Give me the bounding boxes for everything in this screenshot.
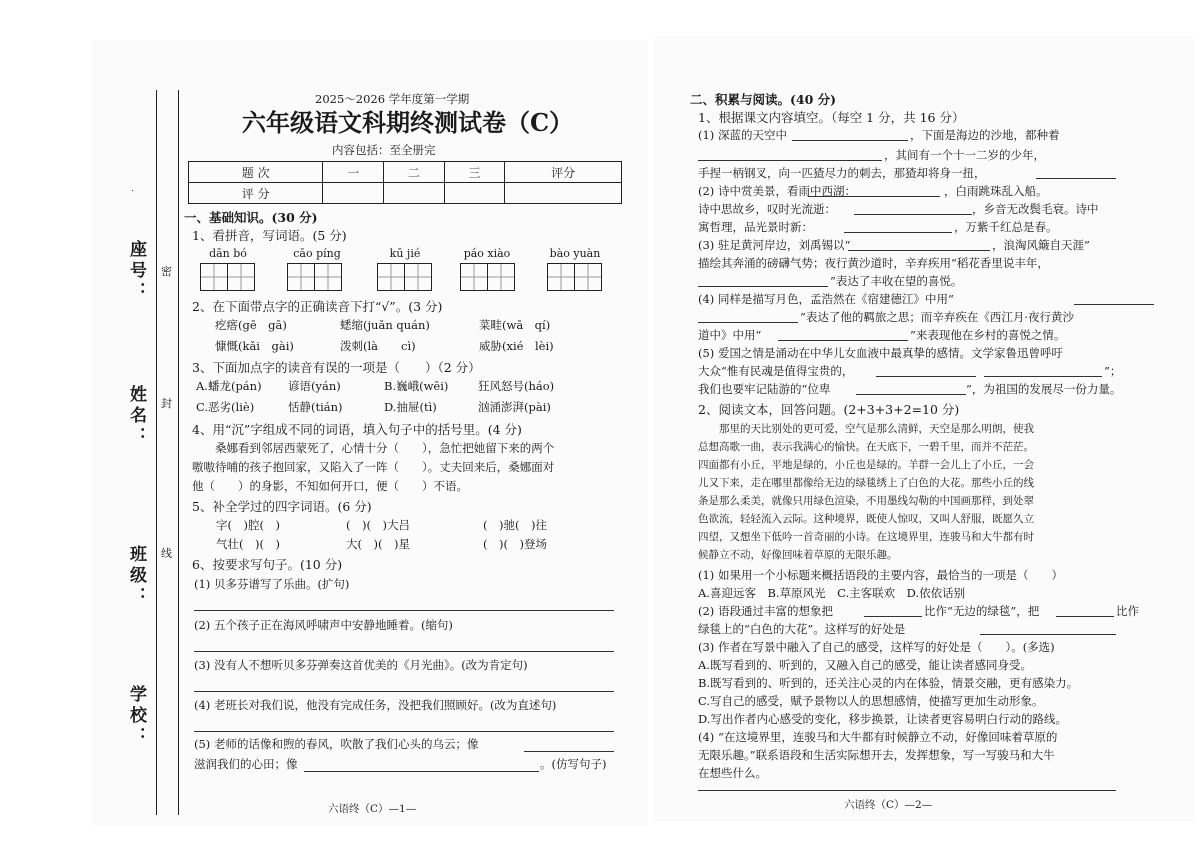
answer-line[interactable] <box>698 790 1116 791</box>
passage-line: 条是那么柔美，就像只用绿色渲染，不用墨线勾勒的中国画那样，到处翠 <box>698 495 1034 507</box>
q3-option: 狂风怒号(háo) <box>478 379 555 393</box>
q5-item[interactable]: 大( )( )星 <box>346 537 410 551</box>
answer-line[interactable] <box>876 376 976 377</box>
answer-line[interactable] <box>1074 304 1154 305</box>
answer-line[interactable] <box>698 286 828 287</box>
answer-line[interactable] <box>1056 616 1114 617</box>
pinyin-label: kū jié <box>389 247 421 260</box>
pinyin-label: bào yuàn <box>549 247 601 260</box>
fill-text: ”表达了丰收在望的喜悦。 <box>830 274 963 288</box>
binding-line-inner <box>178 90 179 815</box>
page-footer: 六语终（C）—2— <box>844 799 933 811</box>
pinyin-label: cāo píng <box>293 247 341 260</box>
q3-option[interactable]: A.蟠龙(pán) <box>196 379 262 393</box>
q4-text: 嗷嗷待哺的孩子抱回家，又陷入了一阵（ ）。丈夫回来后，桑娜面对 <box>192 460 555 474</box>
fill-text: 描绘其奔涌的磅礴气势；夜行黄沙道时，辛弃疾用“稻花香里说丰年， <box>698 256 1049 270</box>
q6-item: (2) 五个孩子正在海风呼啸声中安静地睡着。(缩句) <box>194 618 453 632</box>
section-1-heading: 一、基础知识。(30 分) <box>184 210 318 225</box>
score-cell: 评 分 <box>189 183 323 204</box>
fill-text: ”表达了他的羁旅之思；而辛弃疾在《西江月·夜行黄沙 <box>800 310 1075 324</box>
answer-line[interactable] <box>844 232 952 233</box>
q2-item[interactable]: 蟋缩(juǎn quán) <box>340 318 430 332</box>
fill-text: ，白雨跳珠乱入船。 <box>944 184 1048 198</box>
fill-text: 我们也要牢记陆游的“位卑 <box>698 382 831 396</box>
fill-text: 诗中思故乡，叹时光流逝： <box>698 202 836 216</box>
fill-text: ”，为祖国的发展尽一份力量。 <box>966 382 1122 396</box>
q5-item[interactable]: ( )驰( )往 <box>483 518 547 532</box>
q2-prompt: 2、在下面带点字的正确读音下打“√”。(3 分) <box>192 299 443 314</box>
fill-text: 道中》中用“ <box>698 328 762 342</box>
score-cell: 题 次 <box>189 162 323 183</box>
q2-item[interactable]: 慷慨(kǎi gài) <box>215 339 294 353</box>
writing-grid-4[interactable] <box>460 263 514 291</box>
seal-char-xian: 线 <box>161 547 172 560</box>
reading-question: (4) “在这境界里，连骏马和大牛都有时候静立不动，好像回味着草原的 <box>698 730 1058 744</box>
reading-question: 绿毯上的“白色的大花”。这样写的好处是 <box>698 622 906 636</box>
answer-line[interactable] <box>1036 178 1116 179</box>
score-cell: 二 <box>384 162 445 183</box>
q3-option: 谚语(yán) <box>288 379 341 393</box>
answer-line[interactable] <box>698 160 882 161</box>
answer-line[interactable] <box>194 731 614 732</box>
reading-question: (1) 如果用一个小标题来概括语段的主要内容，最恰当的一项是（ ） <box>698 568 1063 582</box>
fill-text: ”； <box>1104 364 1122 378</box>
passage-line: 那里的天比别处的更可爱，空气是那么清鲜，天空是那么明朗，使我 <box>698 423 1034 435</box>
answer-line[interactable] <box>778 340 908 341</box>
q3-option: 汹涌澎湃(pài) <box>478 400 551 414</box>
q4-prompt: 4、用“沉”字组成不同的词语，填入句子中的括号里。(4 分) <box>192 422 522 437</box>
answer-line[interactable] <box>854 214 972 215</box>
exam-page-left <box>92 40 648 825</box>
q3-option[interactable]: C.恶劣(liè) <box>196 400 255 414</box>
exam-title: 六年级语文科期终测试卷（C） <box>242 108 574 137</box>
pinyin-label: dān bó <box>209 247 247 260</box>
q1-prompt: 1、看拼音，写词语。(5 分) <box>192 228 347 243</box>
passage-line: 儿又下来，走在哪里都像给无边的绿毯绣上了白色的大花。那些小丘的线 <box>698 477 1034 489</box>
fill-text: ，浪淘风簸自天涯” <box>992 238 1090 252</box>
school-label: 学校： <box>126 685 146 748</box>
fill-text: (1) 深蓝的天空中 <box>698 128 787 142</box>
writing-grid-2[interactable] <box>287 263 341 291</box>
q3-option[interactable]: B.巍峨(wēi) <box>384 379 449 393</box>
score-cell[interactable] <box>505 183 622 204</box>
q2-item[interactable]: 泼刺(là cì) <box>340 339 416 353</box>
reading-option[interactable]: D.写出作者内心感受的变化，移步换景，让读者更容易明白行动的路线。 <box>698 712 1067 726</box>
seat-label: 座号： <box>126 240 146 303</box>
fill-text: 大众“惟有民魂是值得宝贵的， <box>698 364 854 378</box>
reading-question: 比作“无边的绿毯”，把 <box>924 604 1040 618</box>
fill-text: ，其间有一个十一二岁的少年， <box>884 148 1045 162</box>
q5-item[interactable]: 气壮( )( ) <box>216 537 280 551</box>
answer-line[interactable] <box>980 634 1116 635</box>
answer-line[interactable] <box>194 651 614 652</box>
q2-item[interactable]: 疙瘩(gē gā) <box>215 318 287 332</box>
q4-text: 他（ ）的身影，不知如何开口，便（ ）不语。 <box>192 479 468 493</box>
score-table-row <box>189 183 622 204</box>
answer-line[interactable] <box>792 140 908 141</box>
r-q1-prompt: 1、根据课文内容填空。（每空 1 分，共 16 分） <box>698 110 965 125</box>
section-2-heading: 二、积累与阅读。(40 分) <box>690 92 837 107</box>
q6-item: 。(仿写句子) <box>540 757 607 771</box>
score-table <box>188 161 622 204</box>
answer-line[interactable] <box>524 751 614 752</box>
q3-option: 恬静(tián) <box>288 400 343 414</box>
fill-text: ，下面是海边的沙地，都种着 <box>910 128 1060 142</box>
score-cell: 一 <box>323 162 384 183</box>
reading-question: 无限乐趣。”联系语段和生活实际想开去，发挥想象，写一写骏马和大牛 <box>698 748 1055 762</box>
answer-line[interactable] <box>194 691 614 692</box>
writing-grid-3[interactable] <box>377 263 431 291</box>
reading-option[interactable]: C.写自己的感受，赋予景物以人的思想感情，使描写更加生动形象。 <box>698 694 1044 708</box>
passage-line: 四望，又想坐下低吟一首奇丽的小诗。在这境界里，连骏马和大牛都有时 <box>698 531 1034 543</box>
name-label: 姓名： <box>126 385 146 448</box>
class-label: 班级： <box>126 545 146 608</box>
passage-line: 候静立不动，好像回味着草原的无限乐趣。 <box>698 549 898 561</box>
score-cell: 评分 <box>505 162 622 183</box>
r-q2-prompt: 2、阅读文本，回答问题。(2+3+3+2=10 分) <box>698 402 960 417</box>
passage-line: 四面都有小丘，平地是绿的，小丘也是绿的。羊群一会儿上了小丘，一会 <box>698 459 1034 471</box>
score-cell: 三 <box>444 162 505 183</box>
q3-option[interactable]: D.抽屉(tì) <box>384 400 437 414</box>
q5-item[interactable]: 字( )腔( ) <box>216 518 280 532</box>
q6-item: (1) 贝多芬谱写了乐曲。(扩句) <box>194 577 350 591</box>
q6-item: (5) 老师的话像和煦的春风，吹散了我们心头的乌云；像 <box>194 737 479 751</box>
reading-question: 比作 <box>1116 604 1139 618</box>
answer-line[interactable] <box>194 610 614 611</box>
q3-prompt: 3、下面加点字的读音有误的一项是（ ）（2 分） <box>192 360 481 375</box>
q6-item: (3) 没有人不想听贝多芬弹奏这首优美的《月光曲》。(改为肯定句) <box>194 658 528 672</box>
fill-text: ，万紫千红总是春。 <box>954 220 1058 234</box>
answer-line[interactable] <box>864 616 922 617</box>
answer-line[interactable] <box>304 771 539 772</box>
seal-char-feng: 封 <box>161 397 172 410</box>
seal-char-mi: 密 <box>161 265 172 278</box>
answer-line[interactable] <box>808 196 940 197</box>
score-cell[interactable] <box>384 183 445 204</box>
reading-question: 在想些什么。 <box>698 766 767 780</box>
exam-page-right <box>654 36 1194 821</box>
answer-line[interactable] <box>698 322 798 323</box>
writing-grid-1[interactable] <box>200 263 254 291</box>
score-cell[interactable] <box>323 183 384 204</box>
writing-grid-5[interactable] <box>547 263 601 291</box>
term-line: 2025～2026 学年度第一学期 <box>315 92 470 106</box>
page-footer: 六语终（C）—1— <box>328 803 417 815</box>
fill-text: ”来表现他在乡村的喜悦之情。 <box>910 328 1066 342</box>
q5-item[interactable]: ( )( )登场 <box>483 537 547 551</box>
reading-question: (3) 作者在写景中融入了自己的感受，这样写的好处是（ ）。(多选) <box>698 640 1055 654</box>
passage-line: 总想高歌一曲，表示我满心的愉快。在天底下，一碧千里，而并不茫茫。 <box>698 441 1034 453</box>
fill-text: (4) 同样是描写月色，孟浩然在《宿建德江》中用“ <box>698 292 954 306</box>
score-cell[interactable] <box>444 183 505 204</box>
q2-item[interactable]: 威胁(xié lèi) <box>479 339 554 353</box>
reading-options[interactable]: A.喜迎远客 B.草原风光 C.主客联欢 D.依依话别 <box>698 586 966 600</box>
fill-text: 寓哲理，品光景时新： <box>698 220 813 234</box>
answer-line[interactable] <box>856 394 966 395</box>
q6-item: 滋润我们的心田；像 <box>194 757 298 771</box>
q5-item[interactable]: ( )( )大吕 <box>346 518 410 532</box>
answer-line[interactable] <box>848 250 990 251</box>
binding-line-outer <box>156 90 157 815</box>
q6-item: (4) 老班长对我们说，他没有完成任务，没把我们照顾好。(改为直述句) <box>194 698 557 712</box>
reading-option[interactable]: A.既写看到的、听到的，又融入自己的感受，能让读者感同身受。 <box>698 658 1032 672</box>
fill-text: (3) 驻足黄河岸边，刘禹锡以“ <box>698 238 851 252</box>
passage-line: 色欲流，轻轻流入云际。这种境界，既使人惊叹，又叫人舒服，既愿久立 <box>698 513 1034 525</box>
reading-question: (2) 语段通过丰富的想象把 <box>698 604 833 618</box>
answer-line[interactable] <box>984 376 1102 377</box>
q4-text: 桑娜看到邻居西蒙死了，心情十分（ ），急忙把她留下来的两个 <box>192 441 555 455</box>
exam-scope: 内容包括：至全册完 <box>332 143 436 157</box>
q5-prompt: 5、补全学过的四字词语。(6 分) <box>192 499 372 514</box>
score-table-header <box>189 162 622 183</box>
fill-text: 手捏一柄钢叉，向一匹猹尽力的刺去，那猹却将身一扭， <box>698 166 986 180</box>
reading-option[interactable]: B.既写看到的、听到的，还关注心灵的内在体验，情景交融，更有感染力。 <box>698 676 1079 690</box>
q6-prompt: 6、按要求写句子。(10 分) <box>192 557 343 572</box>
fill-text: (5) 爱国之情是涌动在中华儿女血液中最真挚的感情。文学家鲁迅曾呼吁 <box>698 346 1063 360</box>
pinyin-label: páo xiào <box>463 247 511 260</box>
q2-item[interactable]: 菜畦(wā qí) <box>479 318 551 332</box>
fill-text: (2) 诗中赏美景，看雨中西湖： <box>698 184 856 198</box>
fill-text: ，乡音无改鬓毛衰。诗中 <box>972 202 1099 216</box>
